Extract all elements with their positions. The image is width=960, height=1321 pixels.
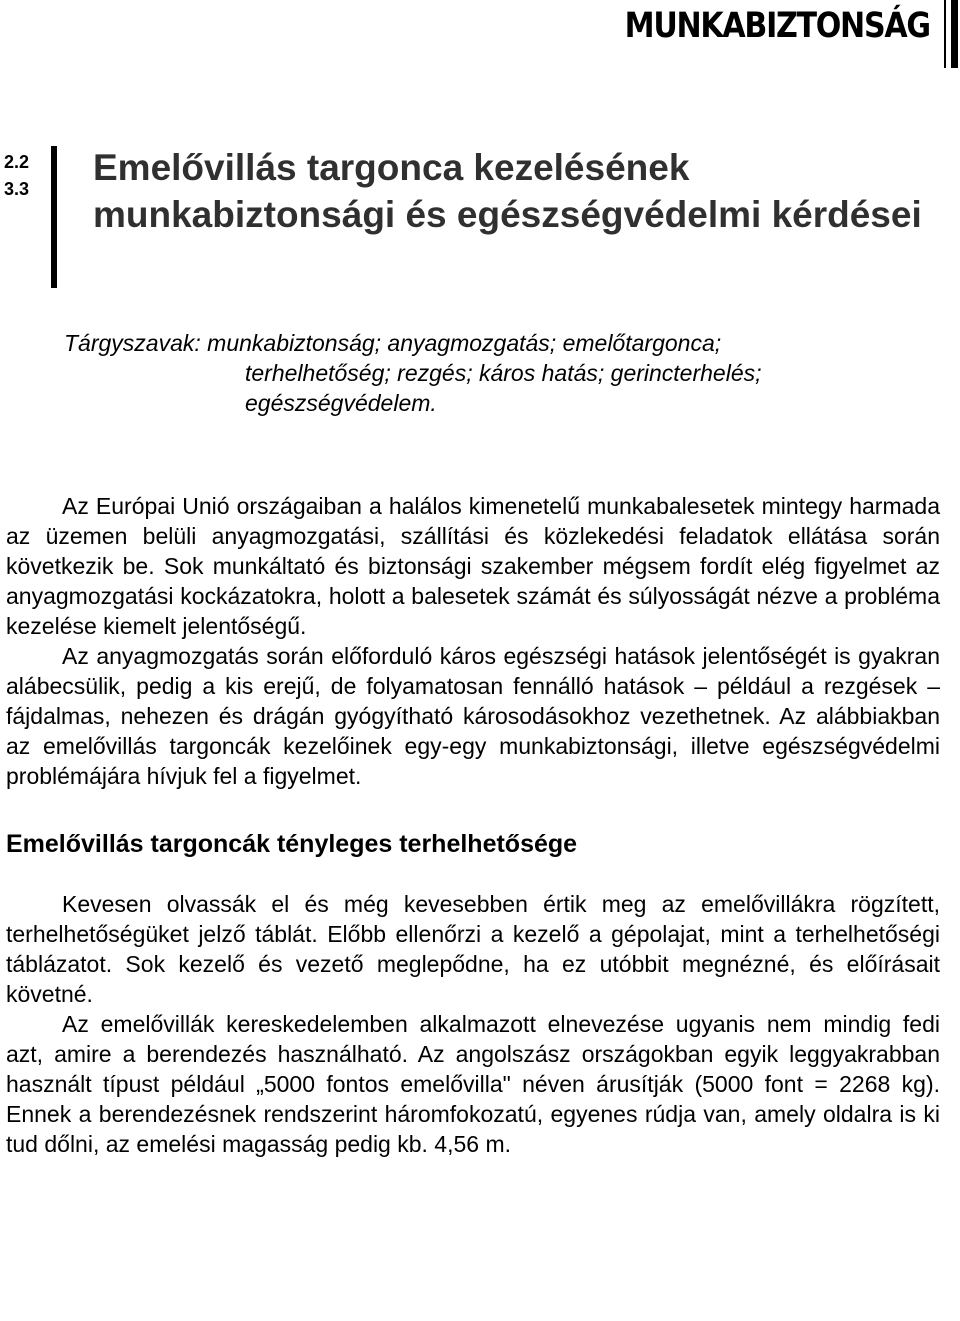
intro-paragraph-1: Az Európai Unió országaiban a halálos kimenetelű munkabalesetek mintegy harmada az üzemen belüli anyagmozgatási, szállítási és közlekedési feladatok ellátása során következik be. Sok munkáltató és biztonsági szakember mégsem fordít elég figyelmet az anyagmozgatási kockázatokra, holott a balesetek számát és súlyosságát nézve a probléma kezelése kiemelt jelentőségű.	[6, 493, 940, 639]
article-title: Emelővillás targonca kezelésének munkabiztonsági és egészségvédelmi kérdései	[93, 147, 922, 235]
running-header-title: MUNKABIZTONSÁG	[624, 6, 930, 46]
article-body	[6, 491, 940, 1159]
keywords-line-1: Tárgyszavak: munkabiztonság; anyagmozgatás; emelőtargonca;	[64, 330, 722, 356]
header-rule-thin	[944, 0, 946, 68]
section-number-line-1: 2.2	[4, 152, 30, 172]
section-number	[4, 149, 29, 203]
title-rule	[51, 146, 57, 288]
header-rule-thick	[951, 0, 958, 68]
page-header	[0, 0, 960, 70]
keywords-line-3: egészségvédelem.	[245, 390, 437, 416]
section-number-line-2: 3.3	[4, 179, 30, 199]
keywords-line-2: terhelhetőség; rezgés; káros hatás; gerincterhelés;	[245, 360, 762, 386]
section-paragraph-2: Az emelővillák kereskedelemben alkalmazott elnevezése ugyanis nem mindig fedi azt, amire a berendezés használható. Az angolszász országokban egyik leggyakrabban használt típust például „5000 fontos emelővilla" néven árusítják (5000 font = 2268 kg). Ennek a berendezésnek rendszerint háromfokozatú, egyenes rúdja van, amely oldalra is ki tud dőlni, az emelési magasság pedig kb. 4,56 m.	[6, 1011, 940, 1157]
section-paragraph-1: Kevesen olvassák el és még kevesebben értik meg az emelővillákra rögzített, terhelhetőségüket jelző táblát. Előbb ellenőrzi a kezelő a gépolajat, mint a terhelhetőségi táblázatot. Sok kezelő és vezető meglepődne, ha ez utóbbit megnézné, és előírásait követné.	[6, 891, 940, 1007]
keywords	[64, 328, 944, 418]
intro-paragraph-2: Az anyagmozgatás során előforduló káros egészségi hatások jelentőségét is gyakran alábecsülik, pedig a kis erejű, de folyamatosan fennálló hatások – például a rezgések – fájdalmas, nehezen és drágán gyógyítható károsodásokhoz vezethetnek. Az alábbiakban az emelővillás targoncák kezelőinek egy-egy munkabiztonsági, illetve egészségvédelmi problémájára hívjuk fel a figyelmet.	[6, 643, 940, 789]
section-heading: Emelővillás targoncák tényleges terhelhetősége	[6, 830, 578, 858]
